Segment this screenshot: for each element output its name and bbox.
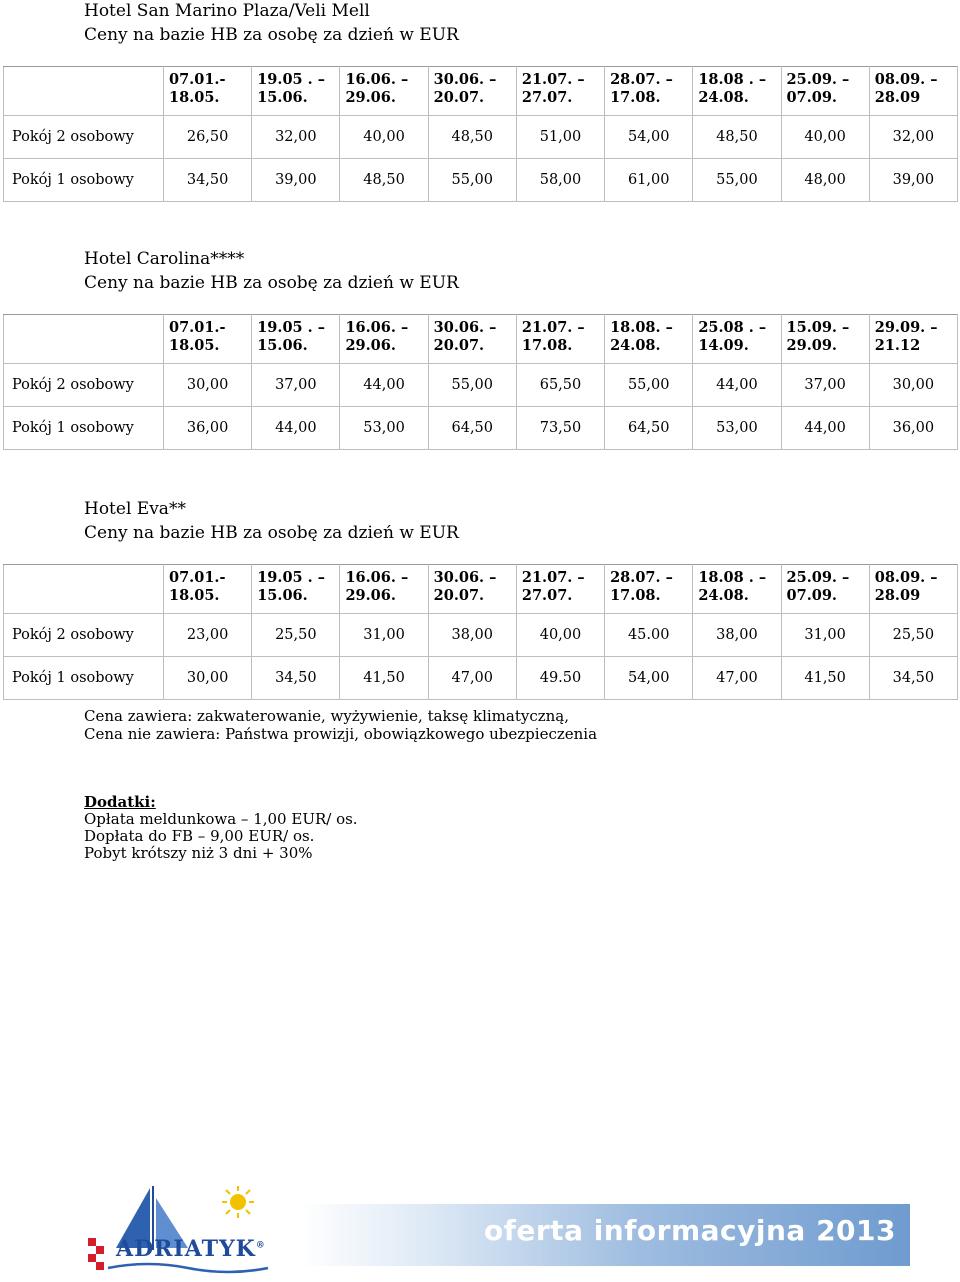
sun-icon: [222, 1186, 254, 1218]
room-type-label: Pokój 2 osobowy: [4, 364, 164, 407]
price-cell: 31,00: [340, 614, 428, 657]
price-cell: 36,00: [164, 407, 252, 450]
price-excludes-note: Cena nie zawiera: Państwa prowizji, obowiązkowego ubezpieczenia: [84, 725, 598, 743]
period-date-line: 16.06. –: [345, 71, 409, 88]
price-cell: 64,50: [605, 407, 693, 450]
period-date-line: 29.09.: [786, 337, 837, 354]
price-cell: 64,50: [428, 407, 516, 450]
period-date-line: 30.06. –: [433, 319, 497, 336]
period-date-line: 20.07.: [433, 337, 485, 354]
offer-banner: [300, 1204, 910, 1266]
footer: [0, 1184, 960, 1278]
period-date-line: 30.06. –: [433, 569, 497, 586]
price-cell: 73,50: [516, 407, 604, 450]
period-date-line: 20.07.: [433, 587, 485, 604]
period-header-cell: [252, 315, 340, 364]
period-date-line: 07.01.-: [169, 319, 226, 336]
period-header-cell: [340, 565, 428, 614]
period-date-line: 19.05 . –: [257, 71, 326, 88]
price-cell: 41,50: [781, 657, 869, 700]
price-table: [3, 314, 958, 450]
extras-item: Opłata meldunkowa – 1,00 EUR/ os.: [84, 810, 358, 828]
price-cell: 34,50: [869, 657, 957, 700]
period-date-line: 17.08.: [521, 337, 573, 354]
period-header-cell: [605, 67, 693, 116]
period-header-cell: [164, 315, 252, 364]
price-cell: 40,00: [516, 614, 604, 657]
price-cell: 47,00: [428, 657, 516, 700]
room-type-label: Pokój 2 osobowy: [4, 614, 164, 657]
period-date-line: 30.06. –: [433, 71, 497, 88]
hotel-subtitle: Ceny na bazie HB za osobę za dzień w EUR: [84, 25, 459, 45]
price-cell: 45.00: [605, 614, 693, 657]
hotel-subtitle: Ceny na bazie HB za osobę za dzień w EUR: [84, 273, 459, 293]
period-header-cell: [781, 565, 869, 614]
period-date-line: 24.08.: [698, 587, 749, 604]
price-cell: 25,50: [869, 614, 957, 657]
price-row: [4, 364, 958, 407]
hotel-name: Hotel Carolina****: [84, 249, 245, 269]
price-cell: 32,00: [869, 116, 957, 159]
price-cell: 54,00: [605, 116, 693, 159]
price-cell: 55,00: [605, 364, 693, 407]
period-date-line: 16.06. –: [345, 569, 409, 586]
price-cell: 48,50: [693, 116, 781, 159]
price-cell: 44,00: [781, 407, 869, 450]
period-date-line: 18.05.: [169, 89, 220, 106]
price-cell: 39,00: [869, 159, 957, 202]
price-cell: 48,50: [428, 116, 516, 159]
price-cell: 40,00: [781, 116, 869, 159]
price-cell: 44,00: [693, 364, 781, 407]
period-date-line: 28.09: [874, 89, 921, 106]
price-cell: 55,00: [693, 159, 781, 202]
adriatyk-logo: [88, 1184, 288, 1278]
price-cell: 55,00: [428, 159, 516, 202]
period-date-line: 25.09. –: [786, 569, 850, 586]
period-header-cell: [605, 315, 693, 364]
price-cell: 23,00: [164, 614, 252, 657]
period-date-line: 07.09.: [786, 587, 837, 604]
price-cell: 48,50: [340, 159, 428, 202]
price-cell: 65,50: [516, 364, 604, 407]
period-date-line: 21.07. –: [521, 319, 585, 336]
period-date-line: 18.05.: [169, 337, 220, 354]
price-includes-note: Cena zawiera: zakwaterowanie, wyżywienie, taksę klimatyczną,: [84, 707, 570, 725]
price-cell: 32,00: [252, 116, 340, 159]
price-cell: 40,00: [340, 116, 428, 159]
period-header-row: [4, 315, 958, 364]
period-header-cell: [869, 315, 957, 364]
price-cell: 55,00: [428, 364, 516, 407]
price-cell: 37,00: [781, 364, 869, 407]
header-corner-cell: [4, 565, 164, 614]
period-date-line: 20.07.: [433, 89, 485, 106]
room-type-label: Pokój 1 osobowy: [4, 657, 164, 700]
price-row: [4, 159, 958, 202]
price-cell: 61,00: [605, 159, 693, 202]
price-cell: 25,50: [252, 614, 340, 657]
period-date-line: 28.09: [874, 587, 921, 604]
period-header-cell: [340, 315, 428, 364]
logo-text: ADRIATYK®: [116, 1236, 266, 1262]
period-header-row: [4, 565, 958, 614]
period-date-line: 07.01.-: [169, 569, 226, 586]
room-type-label: Pokój 2 osobowy: [4, 116, 164, 159]
banner-text: oferta informacyjna 2013: [483, 1214, 896, 1247]
period-date-line: 29.09. –: [874, 319, 938, 336]
price-cell: 30,00: [869, 364, 957, 407]
period-date-line: 18.05.: [169, 587, 220, 604]
period-date-line: 15.06.: [257, 587, 308, 604]
period-header-cell: [605, 565, 693, 614]
period-date-line: 24.08.: [610, 337, 661, 354]
period-date-line: 29.06.: [345, 89, 396, 106]
period-header-cell: [693, 67, 781, 116]
period-date-line: 16.06. –: [345, 319, 409, 336]
period-date-line: 18.08. –: [610, 319, 673, 336]
period-header-cell: [340, 67, 428, 116]
period-date-line: 21.07. –: [521, 71, 585, 88]
period-header-cell: [781, 67, 869, 116]
extras-item: Dopłata do FB – 9,00 EUR/ os.: [84, 827, 315, 845]
period-date-line: 08.09. –: [874, 71, 938, 88]
period-date-line: 19.05 . –: [257, 319, 326, 336]
period-date-line: 17.08.: [610, 89, 661, 106]
logo-graphic: [88, 1184, 288, 1278]
period-date-line: 14.09.: [698, 337, 749, 354]
period-header-cell: [428, 315, 516, 364]
price-cell: 41,50: [340, 657, 428, 700]
period-date-line: 29.06.: [345, 587, 396, 604]
price-row: [4, 407, 958, 450]
price-cell: 34,50: [164, 159, 252, 202]
period-date-line: 18.08 . –: [698, 71, 767, 88]
price-cell: 54,00: [605, 657, 693, 700]
period-header-cell: [516, 315, 604, 364]
period-header-cell: [693, 315, 781, 364]
price-cell: 30,00: [164, 364, 252, 407]
period-date-line: 07.01.-: [169, 71, 226, 88]
period-header-cell: [869, 67, 957, 116]
period-header-cell: [516, 67, 604, 116]
price-row: [4, 657, 958, 700]
period-date-line: 08.09. –: [874, 569, 938, 586]
period-date-line: 18.08 . –: [698, 569, 767, 586]
period-date-line: 27.07.: [521, 89, 573, 106]
price-cell: 48,00: [781, 159, 869, 202]
price-cell: 37,00: [252, 364, 340, 407]
price-cell: 30,00: [164, 657, 252, 700]
period-date-line: 21.07. –: [521, 569, 585, 586]
price-row: [4, 116, 958, 159]
price-cell: 26,50: [164, 116, 252, 159]
period-date-line: 15.09. –: [786, 319, 850, 336]
period-header-cell: [428, 565, 516, 614]
period-header-cell: [781, 315, 869, 364]
period-header-cell: [164, 67, 252, 116]
period-date-line: 25.08 . –: [698, 319, 767, 336]
price-cell: 31,00: [781, 614, 869, 657]
period-date-line: 15.06.: [257, 89, 308, 106]
period-date-line: 21.12: [874, 337, 921, 354]
hotel-name: Hotel Eva**: [84, 499, 186, 519]
price-cell: 44,00: [340, 364, 428, 407]
extras-heading: Dodatki:: [84, 793, 156, 811]
price-cell: 38,00: [693, 614, 781, 657]
period-date-line: 19.05 . –: [257, 569, 326, 586]
price-cell: 34,50: [252, 657, 340, 700]
price-row: [4, 614, 958, 657]
price-cell: 38,00: [428, 614, 516, 657]
period-header-cell: [252, 67, 340, 116]
period-date-line: 28.07. –: [610, 569, 673, 586]
extras-block: [84, 794, 358, 862]
extras-item: Pobyt krótszy niż 3 dni + 30%: [84, 844, 313, 862]
croatian-checker-icon: [88, 1238, 104, 1270]
period-header-cell: [428, 67, 516, 116]
price-cell: 47,00: [693, 657, 781, 700]
price-cell: 58,00: [516, 159, 604, 202]
header-corner-cell: [4, 67, 164, 116]
hotel-subtitle: Ceny na bazie HB za osobę za dzień w EUR: [84, 523, 459, 543]
room-type-label: Pokój 1 osobowy: [4, 407, 164, 450]
period-date-line: 25.09. –: [786, 71, 850, 88]
hotel-name: Hotel San Marino Plaza/Veli Mell: [84, 1, 370, 21]
period-header-cell: [693, 565, 781, 614]
period-date-line: 07.09.: [786, 89, 837, 106]
period-date-line: 28.07. –: [610, 71, 673, 88]
price-cell: 39,00: [252, 159, 340, 202]
period-header-cell: [869, 565, 957, 614]
price-cell: 53,00: [693, 407, 781, 450]
period-date-line: 15.06.: [257, 337, 308, 354]
price-cell: 53,00: [340, 407, 428, 450]
price-table: [3, 564, 958, 700]
period-header-cell: [252, 565, 340, 614]
period-date-line: 24.08.: [698, 89, 749, 106]
period-header-cell: [516, 565, 604, 614]
price-cell: 36,00: [869, 407, 957, 450]
period-header-cell: [164, 565, 252, 614]
header-corner-cell: [4, 315, 164, 364]
period-header-row: [4, 67, 958, 116]
price-cell: 49.50: [516, 657, 604, 700]
room-type-label: Pokój 1 osobowy: [4, 159, 164, 202]
period-date-line: 27.07.: [521, 587, 573, 604]
period-date-line: 17.08.: [610, 587, 661, 604]
price-cell: 44,00: [252, 407, 340, 450]
period-date-line: 29.06.: [345, 337, 396, 354]
price-cell: 51,00: [516, 116, 604, 159]
price-table: [3, 66, 958, 202]
